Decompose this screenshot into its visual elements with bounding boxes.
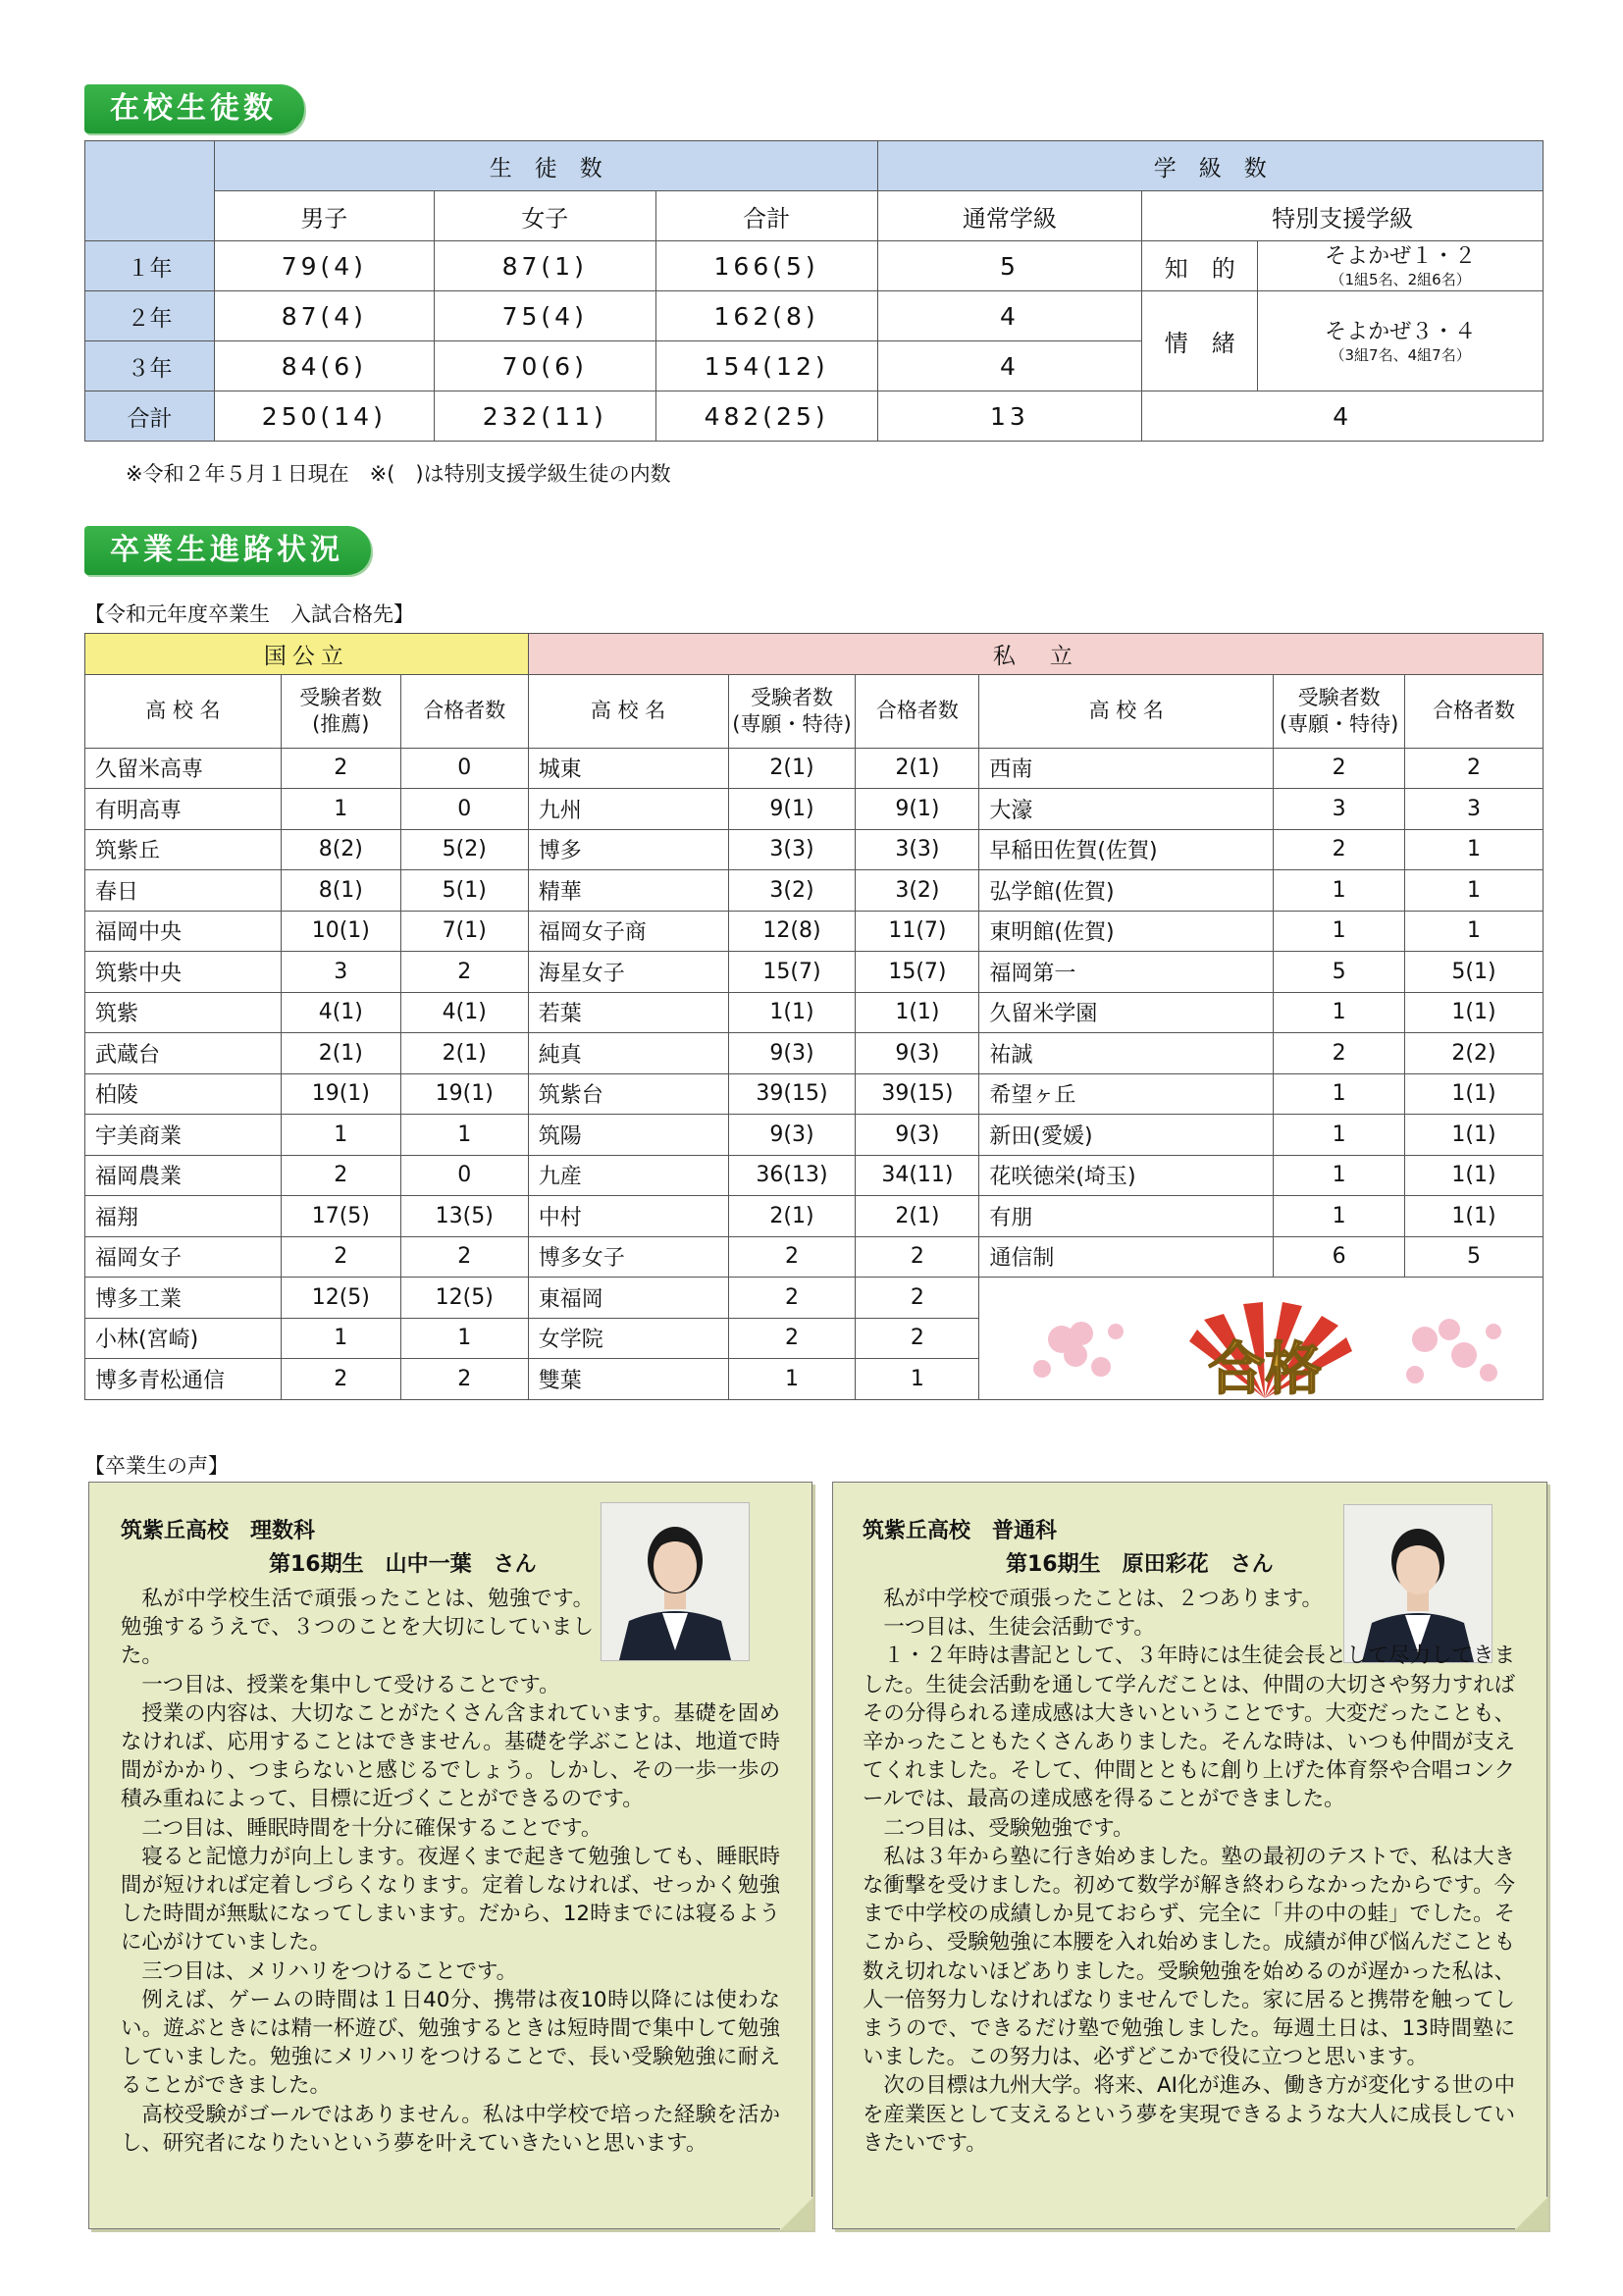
applicants-count: 2 (728, 1278, 856, 1319)
school-name: 西南 (979, 748, 1274, 789)
passed-count: 2 (856, 1236, 979, 1278)
voice-school: 筑紫丘高校 理数科 (121, 1519, 316, 1543)
passed-count: 5(1) (400, 870, 528, 912)
school-name: 福岡中央 (85, 911, 282, 952)
table-row (85, 911, 1544, 952)
special-class-names: そよかぜ３・４ (1325, 319, 1477, 344)
applicants-count: 1 (728, 1359, 856, 1400)
voice-text (121, 1585, 780, 2158)
col-special: 特別支援学級 (1142, 191, 1544, 241)
col-passed: 合格者数 (400, 674, 528, 748)
total-count: 154(12) (655, 341, 877, 391)
school-name: 筑陽 (528, 1115, 728, 1156)
applicants-count: 36(13) (728, 1155, 856, 1196)
passed-count: 12(5) (400, 1278, 528, 1319)
voice-paragraph: 一つ目は、生徒会活動です。 (883, 1615, 1155, 1641)
graduates-subheading: 【令和元年度卒業生 入試合格先】 (84, 602, 414, 626)
school-name: 城東 (528, 748, 728, 789)
voice-card-right (832, 1482, 1547, 2229)
voice-name: 第16期生 山中一葉 さん (269, 1552, 537, 1577)
applicants-count: 1 (281, 1115, 400, 1156)
passed-count: 1(1) (1405, 1115, 1544, 1156)
girls-count: 70(6) (434, 341, 655, 391)
applicants-count: 1 (1274, 911, 1405, 952)
special-type: 情 緒 (1142, 291, 1258, 391)
passed-count: 2(1) (856, 748, 979, 789)
passed-count: 39(15) (856, 1073, 979, 1115)
school-name: 有朋 (979, 1196, 1274, 1237)
school-name: 筑紫中央 (85, 952, 282, 993)
applicants-count: 2 (281, 1236, 400, 1278)
school-name: 筑紫台 (528, 1073, 728, 1115)
passed-count: 9(1) (856, 789, 979, 830)
table-row (85, 992, 1544, 1033)
school-name: 筑紫丘 (85, 829, 282, 870)
school-name: 小林(宮崎) (85, 1318, 282, 1359)
passed-count: 2(1) (400, 1033, 528, 1074)
boys-count: 250(14) (214, 391, 434, 442)
voice-name: 第16期生 原田彩花 さん (1006, 1552, 1274, 1577)
applicants-count: 5 (1274, 952, 1405, 993)
passed-count: 1(1) (1405, 992, 1544, 1033)
col-school-name: 高 校 名 (85, 674, 282, 748)
passed-count: 3 (1405, 789, 1544, 830)
col-passed: 合格者数 (856, 674, 979, 748)
special-class-names: そよかぜ１・２ (1325, 244, 1477, 269)
applicants-count: 1 (281, 1318, 400, 1359)
col-school-name: 高 校 名 (528, 674, 728, 748)
passed-count: 2 (400, 1236, 528, 1278)
passed-count: 5(1) (1405, 952, 1544, 993)
applicants-count: 2 (728, 1236, 856, 1278)
applicants-count: 1 (1274, 1073, 1405, 1115)
school-name: 海星女子 (528, 952, 728, 993)
boys-count: 87(4) (214, 291, 434, 341)
page-curl (780, 2197, 813, 2230)
table-row (85, 870, 1544, 912)
table-row (85, 952, 1544, 993)
applicants-count: 3 (281, 952, 400, 993)
applicants-count: 1 (1274, 1155, 1405, 1196)
page-curl (1515, 2197, 1548, 2230)
voice-paragraph: 例えば、ゲームの時間は１日40分、携帯は夜10時以降には使わない。遊ぶときには精一杯遊び、勉強するときは短時間で集中して勉強していました。勉強にメリハリをつけることで、長い受験勉強に耐えることができました。 (121, 1987, 780, 2099)
applicants-count: 8(1) (281, 870, 400, 912)
school-name: 通信制 (979, 1236, 1274, 1278)
school-name: 早稲田佐賀(佐賀) (979, 829, 1274, 870)
regular-classes: 13 (877, 391, 1142, 442)
school-name: 久留米高専 (85, 748, 282, 789)
school-name: 福岡女子 (85, 1236, 282, 1278)
voice-paragraph: 次の目標は九州大学。将来、AI化が進み、働き方が変化する世の中を産業医として支えるという夢を実現できるような大人に成長していきたいです。 (863, 2073, 1515, 2156)
success-text: 合格 (1207, 1335, 1323, 1402)
enrollment-note: ※令和２年５月１日現在 ※( )は特別支援学級生徒の内数 (126, 462, 671, 486)
grade-label: 合計 (85, 391, 215, 442)
total-count: 166(5) (655, 241, 877, 291)
col-applicants: 受験者数 (専願・特待) (1274, 674, 1405, 748)
school-name: 福岡第一 (979, 952, 1274, 993)
passed-count: 0 (400, 1155, 528, 1196)
regular-classes: 4 (877, 291, 1142, 341)
table-row (85, 1196, 1544, 1237)
students-header: 生 徒 数 (214, 141, 877, 191)
passed-count: 0 (400, 748, 528, 789)
school-name: 祐誠 (979, 1033, 1274, 1074)
applicants-count: 9(3) (728, 1033, 856, 1074)
col-passed: 合格者数 (1405, 674, 1544, 748)
school-name: 希望ヶ丘 (979, 1073, 1274, 1115)
passed-count: 1 (400, 1318, 528, 1359)
enrollment-heading: 在校生徒数 (84, 84, 304, 133)
voice-paragraph: 二つ目は、睡眠時間を十分に確保することです。 (141, 1815, 602, 1841)
applicants-count: 1 (1274, 870, 1405, 912)
school-name: 新田(愛媛) (979, 1115, 1274, 1156)
voice-paragraph: 一つ目は、授業を集中して受けることです。 (141, 1672, 560, 1697)
private-header: 私 立 (528, 634, 1543, 675)
special-type: 知 的 (1142, 241, 1258, 291)
boys-count: 84(6) (214, 341, 434, 391)
voice-paragraph: 私が中学校で頑張ったことは、２つあります。 (883, 1587, 1323, 1611)
classes-header: 学 級 数 (877, 141, 1543, 191)
voice-paragraph: 授業の内容は、大切なことがたくさん含まれています。基礎を固めなければ、応用することはできません。基礎を学ぶことは、地道で時間がかかり、つまらないと感じるでしょう。しかし、その一歩一歩の積み重ねによって、目標に近づくことができるのです。 (121, 1700, 780, 1812)
voice-paragraph: 高校受験がゴールではありません。私は中学校で培った経験を活かし、研究者になりたいという夢を叶えていきたいと思います。 (121, 2102, 780, 2156)
applicants-count: 1 (1274, 992, 1405, 1033)
applicants-count: 39(15) (728, 1073, 856, 1115)
voice-paragraph: １・２年時は書記として、３年時には生徒会長として尽力してきました。生徒会活動を通して学んだことは、仲間の大切さや努力すればその分得られる達成感は大きいということです。大変だったことも、辛かったこともたくさんありました。そんな時は、いつも仲間が支えてくれました。そして、仲間とともに創り上げた体育祭や合唱コンクールでは、最高の達成感を得ることができました。 (863, 1644, 1515, 1812)
passed-count: 2 (856, 1278, 979, 1319)
school-name: 女学院 (528, 1318, 728, 1359)
voice-paragraph: 私が中学校生活で頑張ったことは、勉強です。勉強するうえで、３つのことを大切にしていました。 (121, 1587, 594, 1669)
passed-count: 2(1) (856, 1196, 979, 1237)
grade-label: ３年 (85, 341, 215, 391)
girls-count: 87(1) (434, 241, 655, 291)
passed-count: 1 (1405, 870, 1544, 912)
passed-count: 3(2) (856, 870, 979, 912)
applicants-count: 3(2) (728, 870, 856, 912)
total-count: 482(25) (655, 391, 877, 442)
voice-text (863, 1585, 1515, 2158)
school-name: 武蔵台 (85, 1033, 282, 1074)
table-row (85, 829, 1544, 870)
special-total: 4 (1142, 391, 1544, 442)
applicants-count: 17(5) (281, 1196, 400, 1237)
school-name: 福岡女子商 (528, 911, 728, 952)
school-name: 九産 (528, 1155, 728, 1196)
voice-paragraph: 三つ目は、メリハリをつけることです。 (141, 1958, 518, 1984)
school-name: 若葉 (528, 992, 728, 1033)
applicants-count: 2 (1274, 748, 1405, 789)
passed-count: 1(1) (1405, 1073, 1544, 1115)
passed-count: 1 (1405, 911, 1544, 952)
graduates-heading: 卒業生進路状況 (84, 526, 371, 575)
applicants-count: 1(1) (728, 992, 856, 1033)
col-total: 合計 (655, 191, 877, 241)
passed-count: 5 (1405, 1236, 1544, 1278)
passed-count: 1(1) (856, 992, 979, 1033)
school-name: 柏陵 (85, 1073, 282, 1115)
applicants-count: 12(8) (728, 911, 856, 952)
school-name: 花咲徳栄(埼玉) (979, 1155, 1274, 1196)
applicants-count: 2 (281, 1155, 400, 1196)
applicants-count: 1 (281, 789, 400, 830)
school-name: 大濠 (979, 789, 1274, 830)
school-name: 博多青松通信 (85, 1359, 282, 1400)
applicants-count: 1 (1274, 1115, 1405, 1156)
applicants-count: 2(1) (728, 748, 856, 789)
school-name: 精華 (528, 870, 728, 912)
school-name: 福岡農業 (85, 1155, 282, 1196)
voice-paragraph: 寝ると記憶力が向上します。夜遅くまで起きて勉強しても、睡眠時間が短ければ定着しづらくなります。定着しなければ、せっかく勉強した時間が無駄になってしまいます。だから、12時までには寝るように心がけていました。 (121, 1844, 780, 1956)
applicants-count: 6 (1274, 1236, 1405, 1278)
table-row (85, 748, 1544, 789)
col-applicants: 受験者数 (推薦) (281, 674, 400, 748)
passed-count: 3(3) (856, 829, 979, 870)
applicants-count: 2 (1274, 1033, 1405, 1074)
voice-card-left (88, 1482, 812, 2229)
passed-count: 13(5) (400, 1196, 528, 1237)
total-count: 162(8) (655, 291, 877, 341)
col-girls: 女子 (434, 191, 655, 241)
voice-paragraph: 二つ目は、受験勉強です。 (883, 1815, 1134, 1841)
passed-count: 1(1) (1405, 1196, 1544, 1237)
school-name: 博多 (528, 829, 728, 870)
voice-school: 筑紫丘高校 普通科 (863, 1519, 1058, 1543)
applicants-count: 9(1) (728, 789, 856, 830)
applicants-count: 2 (281, 748, 400, 789)
passed-count: 2 (856, 1318, 979, 1359)
school-name: 弘学館(佐賀) (979, 870, 1274, 912)
grade-label: １年 (85, 241, 215, 291)
boys-count: 79(4) (214, 241, 434, 291)
applicants-count: 2 (281, 1359, 400, 1400)
applicants-count: 2 (728, 1318, 856, 1359)
school-name: 筑紫 (85, 992, 282, 1033)
national-header: 国公立 (85, 634, 529, 675)
school-name: 東明館(佐賀) (979, 911, 1274, 952)
applicants-count: 3(3) (728, 829, 856, 870)
applicants-count: 15(7) (728, 952, 856, 993)
regular-classes: 5 (877, 241, 1142, 291)
passed-count: 34(11) (856, 1155, 979, 1196)
passed-count: 2 (400, 952, 528, 993)
passed-count: 9(3) (856, 1033, 979, 1074)
col-school-name: 高 校 名 (979, 674, 1274, 748)
passed-count: 19(1) (400, 1073, 528, 1115)
special-class-detail: （3組7名、4組7名） (1330, 345, 1471, 364)
passed-count: 11(7) (856, 911, 979, 952)
school-name: 九州 (528, 789, 728, 830)
applicants-count: 2(1) (281, 1033, 400, 1074)
passed-count: 1 (400, 1115, 528, 1156)
enrollment-table (84, 140, 1544, 442)
table-row (85, 1155, 1544, 1196)
school-name: 博多女子 (528, 1236, 728, 1278)
school-name: 博多工業 (85, 1278, 282, 1319)
special-class-detail: （1組5名、2組6名） (1330, 271, 1471, 288)
table-row (85, 291, 1544, 341)
special-classes (1258, 291, 1544, 391)
applicants-count: 2 (1274, 829, 1405, 870)
girls-count: 75(4) (434, 291, 655, 341)
table-row (85, 241, 1544, 291)
applicants-count: 3 (1274, 789, 1405, 830)
passed-count: 9(3) (856, 1115, 979, 1156)
school-name: 雙葉 (528, 1359, 728, 1400)
school-name: 有明高専 (85, 789, 282, 830)
applicants-count: 1 (1274, 1196, 1405, 1237)
applicants-count: 9(3) (728, 1115, 856, 1156)
table-row (85, 1033, 1544, 1074)
table-row (85, 391, 1544, 442)
success-decoration (1003, 1290, 1527, 1406)
col-regular: 通常学級 (877, 191, 1142, 241)
passed-count: 2(2) (1405, 1033, 1544, 1074)
school-name: 宇美商業 (85, 1115, 282, 1156)
applicants-count: 8(2) (281, 829, 400, 870)
school-name: 福翔 (85, 1196, 282, 1237)
passed-count: 2 (1405, 748, 1544, 789)
corner-cell (85, 141, 215, 241)
passed-count: 1(1) (1405, 1155, 1544, 1196)
passed-count: 2 (400, 1359, 528, 1400)
col-applicants: 受験者数 (専願・特待) (728, 674, 856, 748)
table-row (85, 789, 1544, 830)
table-row (85, 1115, 1544, 1156)
applicants-count: 10(1) (281, 911, 400, 952)
graduates-table (84, 633, 1544, 1400)
passed-count: 15(7) (856, 952, 979, 993)
school-name: 春日 (85, 870, 282, 912)
voice-paragraph: 私は３年から塾に行き始めました。塾の最初のテストで、私は大きな衝撃を受けました。初めて数学が解き終わらなかったからです。今まで中学校の成績しか見ておらず、完全に「井の中の蛙」でした。そこから、受験勉強に本腰を入れ始めました。成績が伸び悩んだことも数え切れないほどありました。受験勉強を始めるのが遅かった私は、人一倍努力しなければなりませんでした。家に居ると携帯を触ってしまうので、できるだけ塾で勉強しました。毎週土日は、13時間塾にいました。この努力は、必ずどこかで役に立つと思います。 (863, 1844, 1515, 2070)
school-name: 中村 (528, 1196, 728, 1237)
special-classes (1258, 241, 1544, 291)
regular-classes: 4 (877, 341, 1142, 391)
applicants-count: 19(1) (281, 1073, 400, 1115)
passed-count: 1 (856, 1359, 979, 1400)
table-row (85, 1073, 1544, 1115)
passed-count: 7(1) (400, 911, 528, 952)
grade-label: ２年 (85, 291, 215, 341)
col-boys: 男子 (214, 191, 434, 241)
applicants-count: 4(1) (281, 992, 400, 1033)
school-name: 東福岡 (528, 1278, 728, 1319)
voices-heading: 【卒業生の声】 (84, 1454, 229, 1478)
school-name: 純真 (528, 1033, 728, 1074)
passed-count: 5(2) (400, 829, 528, 870)
table-row (85, 1236, 1544, 1278)
school-name: 久留米学園 (979, 992, 1274, 1033)
passed-count: 0 (400, 789, 528, 830)
passed-count: 4(1) (400, 992, 528, 1033)
passed-count: 1 (1405, 829, 1544, 870)
applicants-count: 12(5) (281, 1278, 400, 1319)
applicants-count: 2(1) (728, 1196, 856, 1237)
girls-count: 232(11) (434, 391, 655, 442)
